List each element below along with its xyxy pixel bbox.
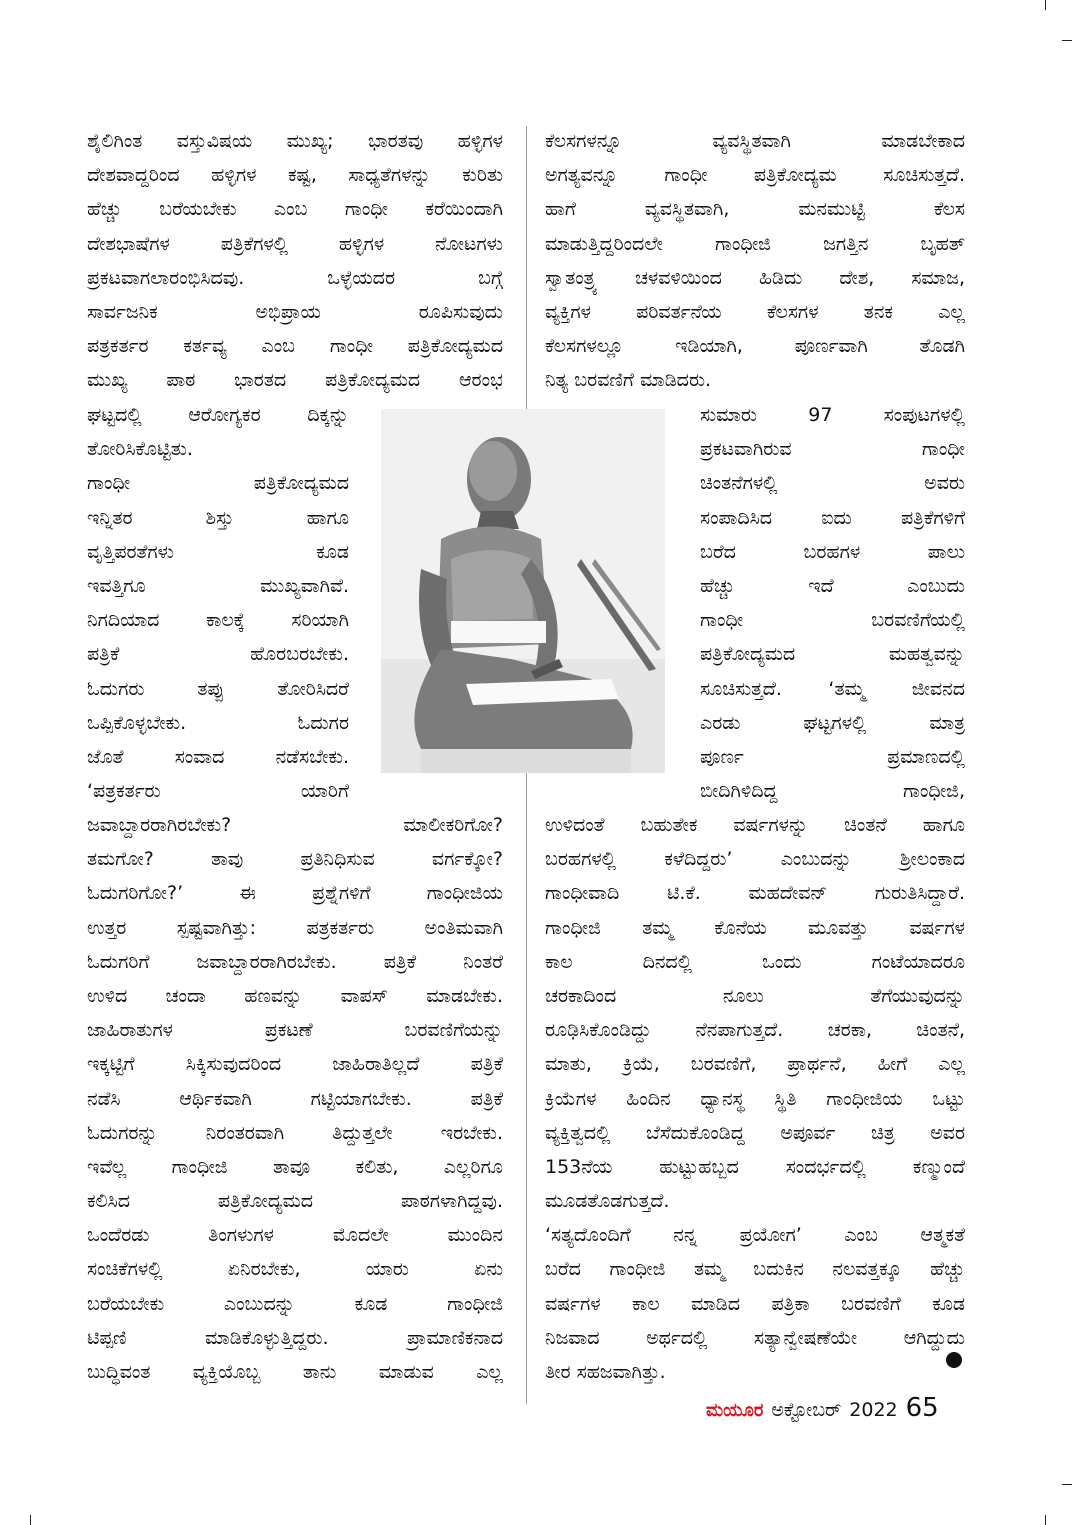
text-line: ಸುಮಾರು 97 ಸಂಪುಟಗಳಲ್ಲಿ [700,404,965,426]
text-line: ನಿತ್ಯ ಬರವಣಿಗೆ ಮಾಡಿದರು. [545,369,712,392]
text-line: ಓದುಗರಿಗೋ?’ ಈ ಪ್ರಶ್ನೆಗಳಿಗೆ ಗಾಂಧೀಜಿಯ [87,882,503,905]
text-line: ರೂಢಿಸಿಕೊಂಡಿದ್ದು ನೆನಪಾಗುತ್ತದೆ. ಚರಕಾ, ಚಿಂತನೆ, [545,1019,965,1042]
text-line: ಪತ್ರಿಕೋದ್ಯಮದ ಮಹತ್ವವನ್ನು [700,643,965,666]
text-line: ಪ್ರಕಟವಾಗಲಾರಂಭಿಸಿದವು. ಒಳ್ಳೆಯದರ ಬಗ್ಗೆ [87,266,503,289]
text-line: ಇಕ್ಕಟ್ಟಿಗೆ ಸಿಕ್ಕಿಸುವುದರಿಂದ ಜಾಹಿರಾತಿಲ್ಲದೆ ಪತ್ರಿಕೆ [87,1053,503,1076]
text-line: ಹೆಚ್ಚು ಇದೆ ಎಂಬುದು [700,574,965,597]
text-line: ಪತ್ರಿಕೆ ಹೊರಬರಬೇಕು. [87,643,349,666]
text-line: ವೃತ್ತಿಪರತೆಗಳು ಕೂಡ [87,540,349,563]
issue-year: 2022 [849,1399,898,1421]
text-line: ಸೂಚಿಸುತ್ತದೆ. ‘ತಮ್ಮ ಜೀವನದ [700,677,965,700]
text-line: ಓದುಗರು ತಪ್ಪು ತೋರಿಸಿದರೆ [87,677,349,700]
text-line: ಟಿಪ್ಪಣಿ ಮಾಡಿಕೊಳ್ಳುತ್ತಿದ್ದರು. ಪ್ರಾಮಾಣಿಕನಾದ [87,1326,503,1349]
text-line: ಗಾಂಧೀಜಿ ತಮ್ಮ ಕೊನೆಯ ಮೂವತ್ತು ವರ್ಷಗಳ [545,916,965,939]
text-line: ಜವಾಬ್ದಾರರಾಗಿರಬೇಕು? ಮಾಲೀಕರಿಗೋ? [87,814,503,836]
crop-mark [1045,1515,1046,1525]
text-line: ಚಿಂತನೆಗಳಲ್ಲಿ ಅವರು [700,472,965,495]
text-line: ದೇಶವಾದ್ದರಿಂದ ಹಳ್ಳಿಗಳ ಕಷ್ಟ, ಸಾಧ್ಯತೆಗಳನ್ನು ಕುರಿತು [87,164,503,187]
text-line: ತೋರಿಸಿಕೊಟ್ಟಿತು. [87,438,193,461]
text-line: ಸಾರ್ವಜನಿಕ ಅಭಿಪ್ರಾಯ ರೂಪಿಸುವುದು [87,300,503,323]
left-column-bottom [87,808,503,1389]
text-line: ಒಪ್ಪಿಕೊಳ್ಳಬೇಕು. ಓದುಗರ [87,711,349,734]
text-line: ಸಂಪಾದಿಸಿದ ಐದು ಪತ್ರಿಕೆಗಳಿಗೆ [700,506,965,529]
text-line: ವರ್ಷಗಳ ಕಾಲ ಮಾಡಿದ ಪತ್ರಿಕಾ ಬರವಣಿಗೆ ಕೂಡ [545,1292,965,1315]
crop-mark [1062,1484,1072,1485]
text-line: ಓದುಗರಿಗೆ ಜವಾಬ್ದಾರರಾಗಿರಬೇಕು. ಪತ್ರಿಕೆ ನಿಂತರೆ [87,950,503,973]
text-line: ಇನ್ನಿತರ ಶಿಸ್ತು ಹಾಗೂ [87,506,349,529]
text-line: ಮುಖ್ಯ ಪಾಠ ಭಾರತದ ಪತ್ರಿಕೋದ್ಯಮದ ಆರಂಭ [87,369,503,392]
text-line: ದೇಶಭಾಷೆಗಳ ಪತ್ರಿಕೆಗಳಲ್ಲಿ ಹಳ್ಳಿಗಳ ನೋಟಗಳು [87,232,503,255]
text-line: ಬೀದಿಗಿಳಿದಿದ್ದ ಗಾಂಧೀಜಿ, [700,780,965,803]
text-line: ಉತ್ತರ ಸ್ಪಷ್ಟವಾಗಿತ್ತು: ಪತ್ರಕರ್ತರು ಅಂತಿಮವಾಗಿ [87,916,503,939]
right-column-wrap [700,398,965,808]
left-column-top [87,124,503,398]
left-column-wrap [87,398,349,808]
text-line: ಕ್ರಿಯೆಗಳ ಹಿಂದಿನ ಧ್ಯಾನಸ್ಥ ಸ್ಥಿತಿ ಗಾಂಧೀಜಿಯ ಒಟ್ಟು [545,1087,965,1110]
issue-month: ಅಕ್ಟೋಬರ್ [771,1399,842,1421]
text-line: ತಮಗೋ? ತಾವು ಪ್ರತಿನಿಧಿಸುವ ವರ್ಗಕ್ಕೋ? [87,848,503,871]
text-line: ಜೊತೆ ಸಂವಾದ ನಡೆಸಬೇಕು. [87,745,349,768]
text-line: ಇವತ್ತಿಗೂ ಮುಖ್ಯವಾಗಿವೆ. [87,574,349,597]
text-line: ಗಾಂಧೀ ಪತ್ರಿಕೋದ್ಯಮದ [87,472,349,495]
page-number: 65 [905,1393,939,1423]
text-line: ಮೂಡತೊಡಗುತ್ತದೆ. [545,1190,670,1213]
gandhi-writing-photo [381,409,665,773]
text-line: 153ನೆಯ ಹುಟ್ಟುಹಬ್ಬದ ಸಂದರ್ಭದಲ್ಲಿ ಕಣ್ಮುಂದೆ [545,1155,965,1178]
text-line: ಸ್ವಾತಂತ್ರ್ಯ ಚಳವಳಿಯಿಂದ ಹಿಡಿದು ದೇಶ, ಸಮಾಜ, [545,266,965,289]
text-line: ವ್ಯಕ್ತಿಗಳ ಪರಿವರ್ತನೆಯ ಕೆಲಸಗಳ ತನಕ ಎಲ್ಲ [545,300,965,323]
text-line: ಬರೆಯಬೇಕು ಎಂಬುದನ್ನು ಕೂಡ ಗಾಂಧೀಜಿ [87,1292,503,1315]
text-line: ಎರಡು ಘಟ್ಟಗಳಲ್ಲಿ ಮಾತ್ರ [700,711,965,734]
text-line: ಮಾತು, ಕ್ರಿಯೆ, ಬರವಣಿಗೆ, ಪ್ರಾರ್ಥನೆ, ಹೀಗೆ ಎಲ್ಲ [545,1053,965,1076]
crop-mark [1062,40,1072,41]
text-line: ಗಾಂಧೀವಾದಿ ಟಿ.ಕೆ. ಮಹದೇವನ್ ಗುರುತಿಸಿದ್ದಾರೆ. [545,882,965,905]
text-line: ನಡೆಸಿ ಆರ್ಥಿಕವಾಗಿ ಗಟ್ಟಿಯಾಗಬೇಕು. ಪತ್ರಿಕೆ [87,1087,503,1110]
text-line: ಉಳಿದ ಚಂದಾ ಹಣವನ್ನು ವಾಪಸ್ ಮಾಡಬೇಕು. [87,984,503,1007]
text-line: ಬರೆದ ಗಾಂಧೀಜಿ ತಮ್ಮ ಬದುಕಿನ ನಲವತ್ತಕ್ಕೂ ಹೆಚ್ಚು [545,1258,965,1281]
text-line: ಓದುಗರನ್ನು ನಿರಂತರವಾಗಿ ತಿದ್ದುತ್ತಲೇ ಇರಬೇಕು. [87,1121,503,1144]
text-line: ಬರಹಗಳಲ್ಲಿ ಕಳೆದಿದ್ದರು’ ಎಂಬುದನ್ನು ಶ್ರೀಲಂಕಾದ [545,848,965,871]
text-line: ಬರೆದ ಬರಹಗಳ ಪಾಲು [700,540,965,563]
text-line: ಘಟ್ಟದಲ್ಲಿ ಆರೋಗ್ಯಕರ ದಿಕ್ಕನ್ನು [87,404,349,426]
text-line: ಹಾಗೆ ವ್ಯವಸ್ಥಿತವಾಗಿ, ಮನಮುಟ್ಟಿ ಕೆಲಸ [545,198,965,221]
text-line: ‘ಸತ್ಯದೊಂದಿಗೆ ನನ್ನ ಪ್ರಯೋಗ’ ಎಂಬ ಆತ್ಮಕತೆ [545,1224,965,1247]
text-line: ತೀರ ಸಹಜವಾಗಿತ್ತು. [545,1361,666,1383]
text-line: ಬುದ್ಧಿವಂತ ವ್ಯಕ್ತಿಯೊಬ್ಬ ತಾನು ಮಾಡುವ ಎಲ್ಲ [87,1361,503,1383]
text-line: ವ್ಯಕ್ತಿತ್ವದಲ್ಲಿ ಬೆಸೆದುಕೊಂಡಿದ್ದ ಅಪೂರ್ವ ಚಿತ್ರ ಅವರ [545,1121,965,1144]
text-line: ಶೈಲಿಗಿಂತ ವಸ್ತುವಿಷಯ ಮುಖ್ಯ; ಭಾರತವು ಹಳ್ಳಿಗಳ [87,130,503,152]
text-line: ಅಗತ್ಯವನ್ನೂ ಗಾಂಧೀ ಪತ್ರಿಕೋದ್ಯಮ ಸೂಚಿಸುತ್ತದೆ. [545,164,965,187]
text-line: ಕಲಿಸಿದ ಪತ್ರಿಕೋದ್ಯಮದ ಪಾಠಗಳಾಗಿದ್ದವು. [87,1190,503,1213]
text-line: ಸಂಚಿಕೆಗಳಲ್ಲಿ ಏನಿರಬೇಕು, ಯಾರು ಏನು [87,1258,503,1281]
text-line: ಕೆಲಸಗಳಲ್ಲೂ ಇಡಿಯಾಗಿ, ಪೂರ್ಣವಾಗಿ ತೊಡಗಿ [545,335,965,358]
right-column-top [545,124,965,398]
text-line: ಕಾಲ ದಿನದಲ್ಲಿ ಒಂದು ಗಂಟೆಯಾದರೂ [545,950,965,973]
text-line: ನಿಜವಾದ ಅರ್ಥದಲ್ಲಿ ಸತ್ಯಾನ್ವೇಷಣೆಯೇ ಆಗಿದ್ದುದು [545,1326,965,1349]
photo-illustration [381,409,665,773]
text-line: ಗಾಂಧೀ ಬರವಣಿಗೆಯಲ್ಲಿ [700,609,965,632]
text-line: ಒಂದೆರಡು ತಿಂಗಳುಗಳ ಮೊದಲೇ ಮುಂದಿನ [87,1224,503,1247]
text-line: ಜಾಹಿರಾತುಗಳ ಪ್ರಕಟಣೆ ಬರವಣಿಗೆಯನ್ನು [87,1019,503,1042]
text-line: ಚರಕಾದಿಂದ ನೂಲು ತೆಗೆಯುವುದನ್ನು [545,984,965,1007]
text-line: ಉಳಿದಂತೆ ಬಹುತೇಕ ವರ್ಷಗಳನ್ನು ಚಿಂತನೆ ಹಾಗೂ [545,814,965,836]
text-line: ಇವೆಲ್ಲ ಗಾಂಧೀಜಿ ತಾವೂ ಕಲಿತು, ಎಲ್ಲರಿಗೂ [87,1155,503,1178]
crop-mark [30,1515,31,1525]
end-mark-icon [946,1352,962,1368]
text-line: ಕೆಲಸಗಳನ್ನೂ ವ್ಯವಸ್ಥಿತವಾಗಿ ಮಾಡಬೇಕಾದ [545,130,965,152]
text-line: ಪ್ರಕಟವಾಗಿರುವ ಗಾಂಧೀ [700,438,965,461]
text-line: ಹೆಚ್ಚು ಬರೆಯಬೇಕು ಎಂಬ ಗಾಂಧೀ ಕರೆಯಿಂದಾಗಿ [87,198,503,221]
text-line: ಪೂರ್ಣ ಪ್ರಮಾಣದಲ್ಲಿ [700,745,965,768]
text-line: ನಿಗದಿಯಾದ ಕಾಲಕ್ಕೆ ಸರಿಯಾಗಿ [87,609,349,632]
crop-mark [1045,0,1046,10]
text-line: ಪತ್ರಕರ್ತರ ಕರ್ತವ್ಯ ಎಂಬ ಗಾಂಧೀ ಪತ್ರಿಕೋದ್ಯಮದ [87,335,503,358]
right-column-bottom [545,808,965,1389]
text-line: ‘ಪತ್ರಕರ್ತರು ಯಾರಿಗೆ [87,780,349,803]
page-footer [706,1393,939,1427]
text-line: ಮಾಡುತ್ತಿದ್ದರಿಂದಲೇ ಗಾಂಧೀಜಿ ಜಗತ್ತಿನ ಬೃಹತ್ [545,232,965,255]
magazine-name: ಮಯೂರ [706,1400,764,1421]
